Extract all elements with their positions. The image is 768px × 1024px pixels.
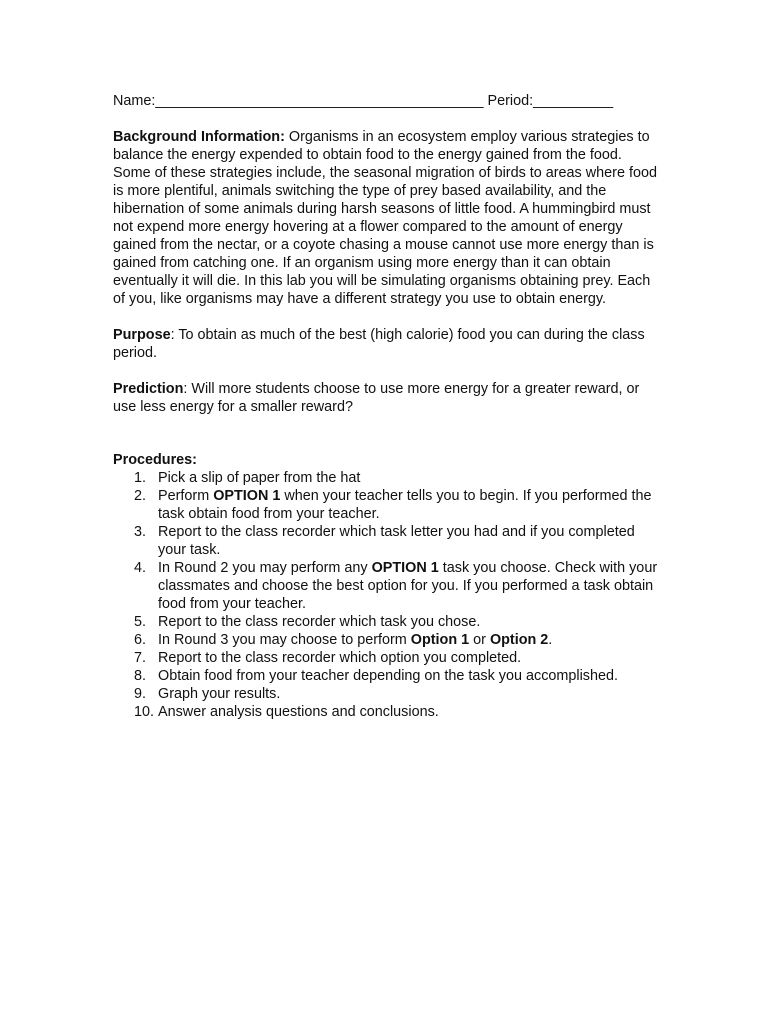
prediction-section: [113, 380, 663, 416]
prediction-heading: Prediction: [113, 381, 184, 397]
procedure-item: [113, 523, 663, 559]
procedure-item: [113, 631, 663, 649]
procedure-text: Report to the class recorder which task you chose.: [158, 614, 481, 630]
procedure-item: [113, 649, 663, 667]
prediction-text: : Will more students choose to use more energy for a greater reward, or use less energy for a smaller reward?: [113, 381, 640, 415]
name-period-line: [113, 92, 663, 110]
procedure-number: 8.: [134, 668, 147, 684]
procedure-item: [113, 703, 663, 721]
procedure-number: 7.: [134, 650, 147, 666]
procedure-number: 3.: [134, 524, 147, 540]
procedure-text: In Round 3 you may choose to perform Option 1 or Option 2.: [158, 632, 553, 648]
procedure-item: [113, 487, 663, 523]
procedures-list: [113, 469, 663, 721]
option-emphasis: Option 2: [489, 632, 549, 648]
procedure-item: [113, 667, 663, 685]
procedure-number: 5.: [134, 614, 147, 630]
background-section: [113, 128, 663, 308]
procedure-number: 2.: [134, 488, 147, 504]
background-text: Organisms in an ecosystem employ various strategies to balance the energy expended to obtain food to the energy gained from the food. Some of these strategies include, the seasonal migration of birds to areas where food is more plentiful, animals switching the type of prey based availability, and the hibernation of some animals during harsh seasons of little food. A hummingbird must not expend more energy hovering at a flower compared to the amount of energy gained from the nectar, or a coyote chasing a mouse cannot use more energy than is gained from catching one. If an organism using more energy than it can obtain eventually it will die. In this lab you will be simulating organisms obtaining prey. Each of you, like organisms may have a different strategy you use to obtain energy.: [113, 129, 657, 307]
purpose-heading: Purpose: [113, 327, 171, 343]
procedure-item: [113, 613, 663, 631]
name-field-label: Name:_________________________________________: [113, 93, 484, 109]
procedure-text: Graph your results.: [158, 686, 281, 702]
purpose-text: : To obtain as much of the best (high calorie) food you can during the class period.: [113, 327, 645, 361]
procedure-text: Pick a slip of paper from the hat: [158, 470, 361, 486]
procedure-number: 6.: [134, 632, 147, 648]
section-spacer: [113, 434, 663, 451]
procedure-item: [113, 559, 663, 613]
option-emphasis: OPTION 1: [371, 560, 439, 576]
procedure-item: [113, 469, 663, 487]
procedure-number: 4.: [134, 560, 147, 576]
option-emphasis: OPTION 1: [213, 488, 281, 504]
procedures-heading: Procedures:: [113, 452, 197, 468]
procedure-item: [113, 685, 663, 703]
worksheet-page: [113, 92, 663, 721]
procedure-text: Perform OPTION 1 when your teacher tells you to begin. If you performed the task obtain food from your teacher.: [158, 488, 652, 522]
procedure-text: Obtain food from your teacher depending on the task you accomplished.: [158, 668, 618, 684]
purpose-section: [113, 326, 663, 362]
background-heading: Background Information:: [113, 129, 285, 145]
procedure-text: Answer analysis questions and conclusions.: [158, 704, 439, 720]
procedure-text: Report to the class recorder which task letter you had and if you completed your task.: [158, 524, 635, 558]
period-field-label: Period:__________: [487, 93, 614, 109]
procedure-text: Report to the class recorder which option you completed.: [158, 650, 522, 666]
procedure-number: 1.: [134, 470, 147, 486]
option-emphasis: Option 1: [410, 632, 470, 648]
procedure-number: 10.: [134, 704, 155, 720]
procedure-text: In Round 2 you may perform any OPTION 1 task you choose. Check with your classmates and choose the best option for you. If you performed a task obtain food from your teacher.: [158, 560, 658, 612]
procedure-number: 9.: [134, 686, 147, 702]
